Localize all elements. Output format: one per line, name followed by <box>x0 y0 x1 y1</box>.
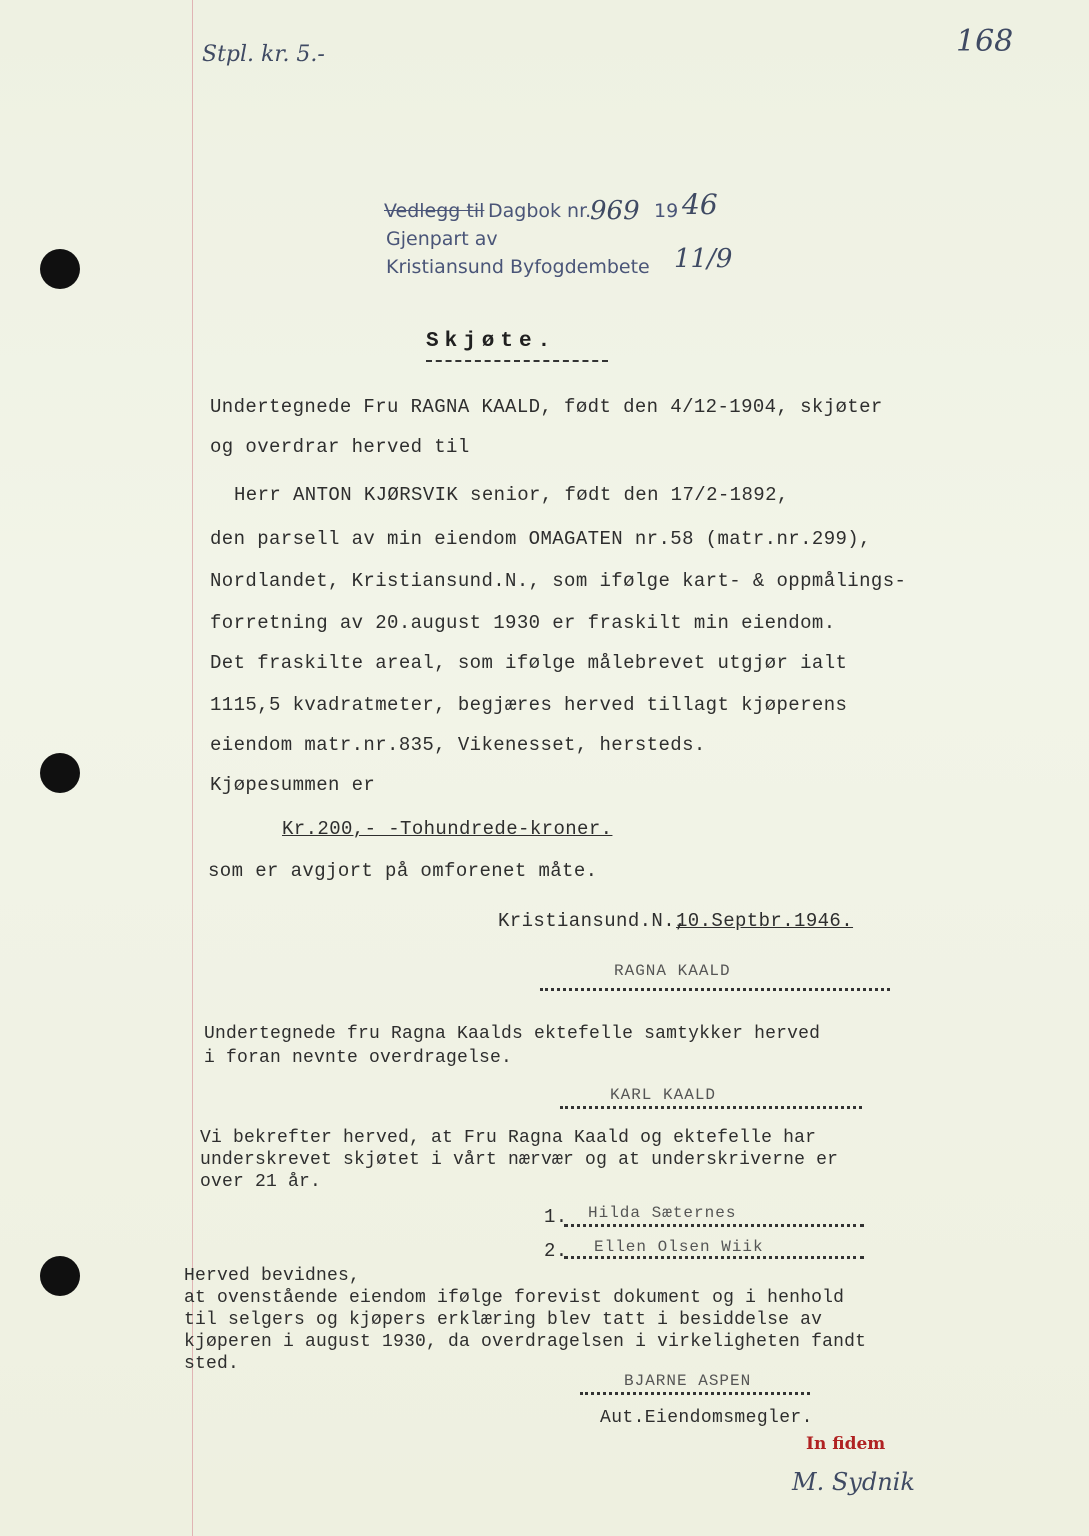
broker-signature-line <box>580 1392 810 1395</box>
page-number: 168 <box>956 24 1014 59</box>
witness-statement-line-3: over 21 år. <box>200 1172 322 1192</box>
punch-hole-top <box>40 249 80 289</box>
certification-line-3: til selgers og kjøpers erklæring blev tatt i besiddelse av <box>184 1310 823 1330</box>
body-line-9: eiendom matr.nr.835, Vikenesset, hersteds. <box>210 734 706 756</box>
witness-1-signature: Hilda Sæternes <box>588 1204 737 1222</box>
witness-1-signature-line <box>564 1224 864 1227</box>
stamp-copy-label: Gjenpart av <box>386 228 498 250</box>
stamp-office: Kristiansund Byfogdembete <box>386 256 650 278</box>
body-line-3: Herr ANTON KJØRSVIK senior, født den 17/2-1892, <box>234 484 789 506</box>
place: Kristiansund.N., <box>498 910 687 932</box>
witness-2-signature-line <box>564 1256 864 1259</box>
settlement-line: som er avgjort på omforenet måte. <box>208 860 598 882</box>
stamp-dagbok-number: 969 <box>590 196 640 226</box>
purchase-price: Kr.200,- -Tohundrede-kroner. <box>282 818 613 840</box>
broker-signature: BJARNE ASPEN <box>624 1372 752 1390</box>
stamp-struck-text: Vedlegg til <box>384 200 485 222</box>
title-underline <box>426 360 608 362</box>
certification-line-2: at ovenstående eiendom ifølge forevist dokument og i henhold <box>184 1288 845 1308</box>
stamp-dagbok-label: Dagbok nr. <box>488 200 592 222</box>
witness-2-number: 2. <box>544 1240 568 1262</box>
body-line-4: den parsell av min eiendom OMAGATEN nr.58 (matr.nr.299), <box>210 528 871 550</box>
consent-line-2: i foran nevnte overdragelse. <box>204 1048 513 1068</box>
in-fidem-signature: M. Sydnik <box>792 1468 915 1496</box>
document-title: Skjøte. <box>426 330 557 353</box>
body-line-5: Nordlandet, Kristiansund.N., som ifølge kart- & oppmålings- <box>210 570 907 592</box>
seller-signature-line <box>540 988 890 991</box>
witness-1-number: 1. <box>544 1206 568 1228</box>
witness-statement-line-2: underskrevet skjøtet i vårt nærvær og at underskriverne er <box>200 1150 839 1170</box>
certification-line-1: Herved bevidnes, <box>184 1266 361 1286</box>
stamp-year-suffix: 46 <box>682 188 718 221</box>
body-line-6: forretning av 20.august 1930 er fraskilt min eiendom. <box>210 612 836 634</box>
punch-hole-bottom <box>40 1256 80 1296</box>
punch-hole-middle <box>40 753 80 793</box>
certification-line-4: kjøperen i august 1930, da overdragelsen i virkeligheten fandt <box>184 1332 867 1352</box>
certification-line-5: sted. <box>184 1354 240 1374</box>
body-line-8: 1115,5 kvadratmeter, begjæres herved tillagt kjøperens <box>210 694 848 716</box>
in-fidem-stamp: In fidem <box>806 1434 886 1454</box>
witness-2-signature: Ellen Olsen Wiik <box>594 1238 764 1256</box>
stamp-date-note: 11/9 <box>674 244 733 274</box>
spouse-signature: KARL KAALD <box>610 1086 717 1104</box>
witness-statement-line-1: Vi bekrefter herved, at Fru Ragna Kaald og ektefelle har <box>200 1128 817 1148</box>
consent-line-1: Undertegnede fru Ragna Kaalds ektefelle samtykker herved <box>204 1024 821 1044</box>
stamp-duty-note: Stpl. kr. 5.- <box>202 42 325 67</box>
body-line-10: Kjøpesummen er <box>210 774 376 796</box>
spouse-signature-line <box>560 1106 862 1109</box>
body-line-7: Det fraskilte areal, som ifølge målebrevet utgjør ialt <box>210 652 848 674</box>
body-line-2: og overdrar herved til <box>210 436 470 458</box>
signing-date: 10.Septbr.1946. <box>676 910 854 932</box>
body-line-1: Undertegnede Fru RAGNA KAALD, født den 4/12-1904, skjøter <box>210 396 883 418</box>
stamp-year-prefix: 19 <box>654 200 679 222</box>
broker-title: Aut.Eiendomsmegler. <box>600 1408 813 1428</box>
seller-signature: RAGNA KAALD <box>614 962 731 980</box>
